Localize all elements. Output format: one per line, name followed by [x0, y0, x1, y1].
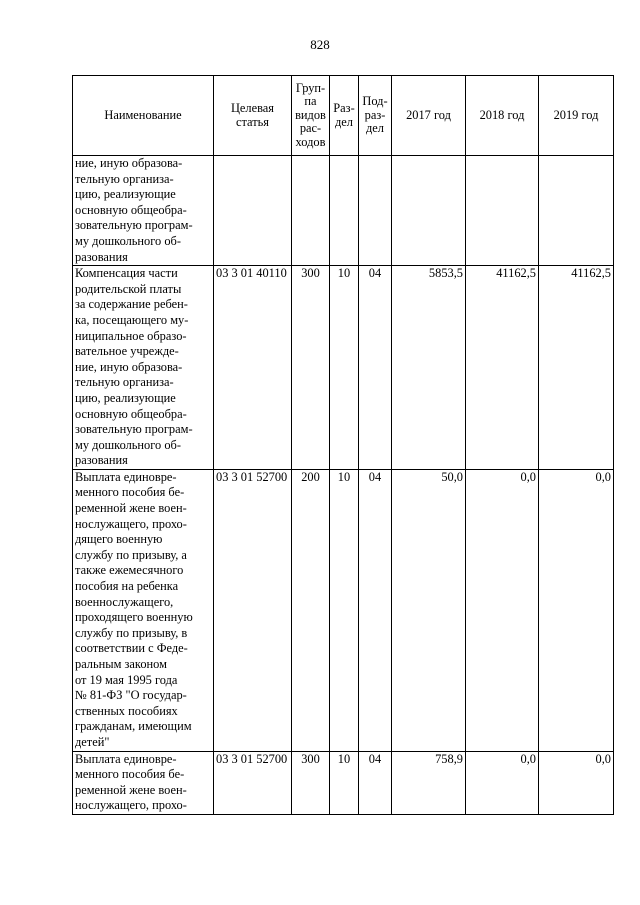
- row-2019: 0,0: [539, 751, 614, 814]
- row-2018: 41162,5: [466, 266, 539, 470]
- row-2017: 50,0: [392, 469, 466, 751]
- row-section: 10: [330, 469, 359, 751]
- row-name: Выплата единовре- менного пособия бе- ременной жене воен- нослужащего, прохо- дящего военную службу по призыву, а также ежемесячного пособия на ребенка военнослужащего, проходящего военную службу по призыву, в соответствии с Феде- ральным законом от 19 мая 1995 года № 81-ФЗ "О государ- ственных пособиях гражданам, имеющим детей": [73, 469, 214, 751]
- row-2019: 0,0: [539, 469, 614, 751]
- header-2017: 2017 год: [392, 76, 466, 156]
- table-row: [73, 751, 614, 814]
- row-section: 10: [330, 266, 359, 470]
- row-group: [292, 156, 330, 266]
- row-code: 03 3 01 52700: [214, 751, 292, 814]
- header-subsection: Под-раз-дел: [359, 76, 392, 156]
- table-row: [73, 156, 614, 266]
- header-name: Наименование: [73, 76, 214, 156]
- row-section: 10: [330, 751, 359, 814]
- row-name: Компенсация части родительской платы за содержание ребен- ка, посещающего му- ниципальное образо- вательное учрежде- ние, иную образова- тельную организа- цию, реализующие основную общеобра- зовательную програм- му дошкольного об- разования: [73, 266, 214, 470]
- row-code: 03 3 01 52700: [214, 469, 292, 751]
- header-expense-group: Груп-па видов рас-ходов: [292, 76, 330, 156]
- row-2017: [392, 156, 466, 266]
- budget-table: [72, 75, 614, 815]
- row-name: ние, иную образова- тельную организа- цию, реализующие основную общеобра- зовательную програм- му дошкольного об- разования: [73, 156, 214, 266]
- header-2019: 2019 год: [539, 76, 614, 156]
- header-2018: 2018 год: [466, 76, 539, 156]
- header-target-article: Целевая статья: [214, 76, 292, 156]
- row-2018: 0,0: [466, 751, 539, 814]
- table-row: [73, 266, 614, 470]
- row-group: 300: [292, 751, 330, 814]
- row-code: [214, 156, 292, 266]
- row-2019: 41162,5: [539, 266, 614, 470]
- row-code: 03 3 01 40110: [214, 266, 292, 470]
- row-subsection: 04: [359, 751, 392, 814]
- table-row: [73, 469, 614, 751]
- row-2018: [466, 156, 539, 266]
- row-subsection: [359, 156, 392, 266]
- row-subsection: 04: [359, 469, 392, 751]
- row-2017: 758,9: [392, 751, 466, 814]
- row-section: [330, 156, 359, 266]
- page-number: 828: [310, 37, 330, 52]
- table-header-row: [73, 76, 614, 156]
- row-subsection: 04: [359, 266, 392, 470]
- row-2019: [539, 156, 614, 266]
- row-2018: 0,0: [466, 469, 539, 751]
- row-name: Выплата единовре- менного пособия бе- ременной жене воен- нослужащего, прохо-: [73, 751, 214, 814]
- row-group: 300: [292, 266, 330, 470]
- row-group: 200: [292, 469, 330, 751]
- header-section: Раз-дел: [330, 76, 359, 156]
- row-2017: 5853,5: [392, 266, 466, 470]
